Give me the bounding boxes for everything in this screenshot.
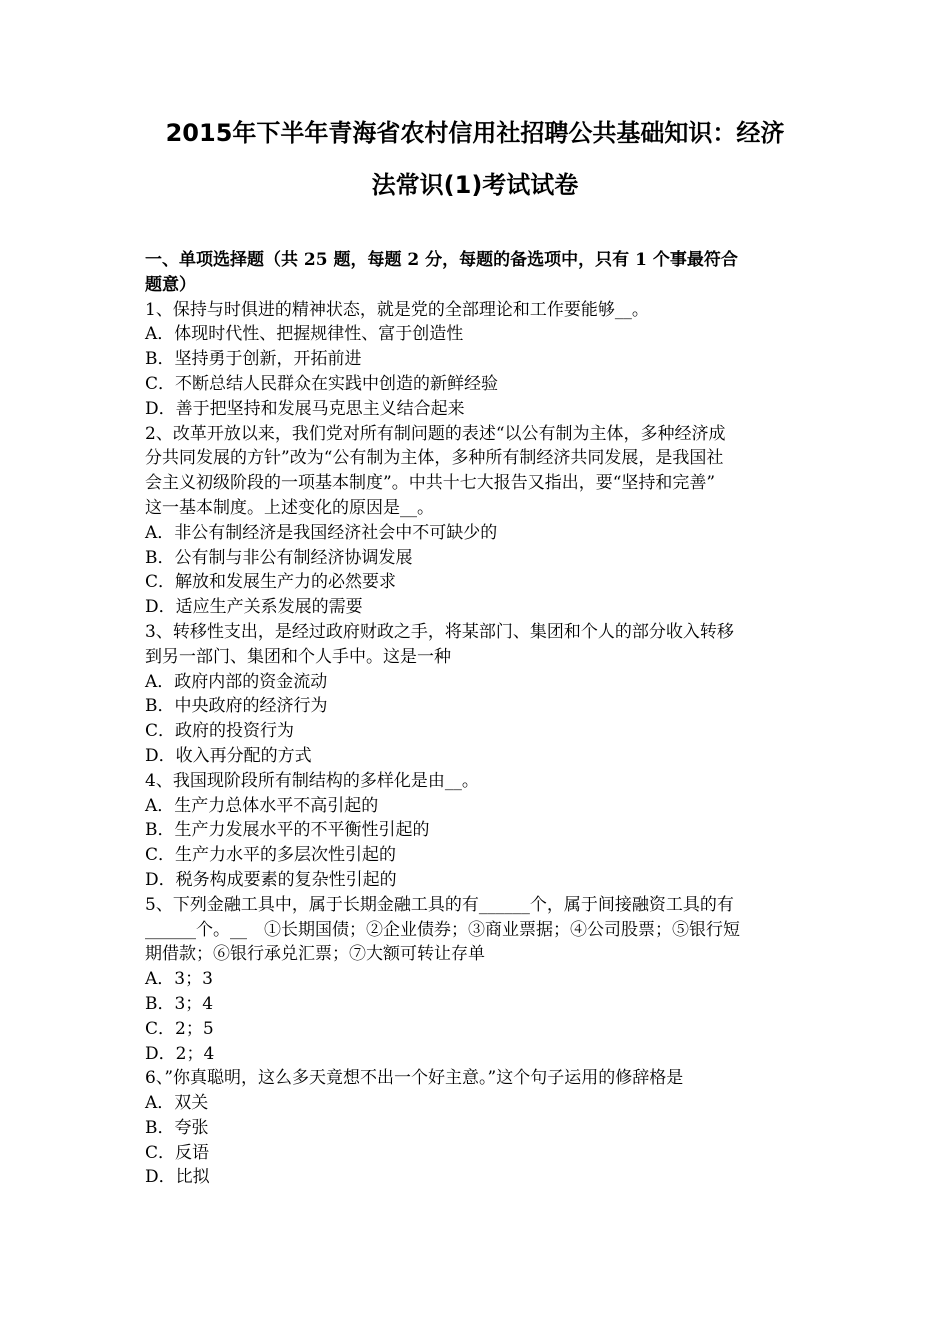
document-title-line2: 法常识(1)考试试卷 — [371, 171, 579, 199]
question-stem-line: 6、”你真聪明，这么多天竟想不出一个好主意。”这个句子运用的修辞格是 — [145, 1068, 684, 1089]
answer-option: D．善于把坚持和发展马克思主义结合起来 — [145, 398, 465, 419]
question-stem-line: 期借款；⑥银行承兑汇票；⑦大额可转让存单 — [145, 944, 485, 965]
section-heading-line2: 题意） — [145, 274, 196, 295]
question-stem-line: 2、改革开放以来，我们党对所有制问题的表述“以公有制为主体，多种经济成 — [145, 423, 726, 444]
answer-option: C．政府的投资行为 — [145, 721, 295, 742]
answer-option: B．生产力发展水平的不平衡性引起的 — [145, 820, 430, 841]
question-item — [145, 769, 810, 893]
question-stem-line: ______个。__ ①长期国债；②企业债券；③商业票据；④公司股票；⑤银行短 — [145, 919, 740, 940]
answer-option: B．夸张 — [145, 1117, 209, 1138]
answer-option: D．比拟 — [145, 1167, 210, 1188]
question-stem-line: 4、我国现阶段所有制结构的多样化是由__。 — [145, 770, 479, 791]
question-list — [145, 298, 810, 1191]
question-item — [145, 422, 810, 620]
answer-option: B．3；4 — [145, 993, 214, 1014]
question-stem-line: 到另一部门、集团和个人手中。这是一种 — [145, 646, 451, 667]
answer-option: D．适应生产关系发展的需要 — [145, 597, 363, 618]
question-item — [145, 1066, 810, 1190]
answer-option: D．税务构成要素的复杂性引起的 — [145, 869, 397, 890]
question-item — [145, 298, 810, 422]
question-stem-line: 会主义初级阶段的一项基本制度”。中共十七大报告又指出，要“坚持和完善” — [145, 473, 716, 494]
answer-option: A．政府内部的资金流动 — [145, 671, 328, 692]
answer-option: A．体现时代性、把握规律性、富于创造性 — [145, 324, 464, 345]
answer-option: B．中央政府的经济行为 — [145, 696, 328, 717]
answer-option: D．收入再分配的方式 — [145, 745, 312, 766]
answer-option: C．生产力水平的多层次性引起的 — [145, 845, 397, 866]
answer-option: B．坚持勇于创新，开拓前进 — [145, 349, 362, 370]
document-title-line1: 2015年下半年青海省农村信用社招聘公共基础知识：经济 — [165, 119, 785, 147]
answer-option: D．2；4 — [145, 1043, 215, 1064]
question-stem-line: 这一基本制度。上述变化的原因是__。 — [145, 497, 434, 518]
answer-option: A．生产力总体水平不高引起的 — [145, 795, 379, 816]
question-item — [145, 620, 810, 769]
answer-option: C．解放和发展生产力的必然要求 — [145, 572, 397, 593]
question-stem-line: 1、保持与时俱进的精神状态，就是党的全部理论和工作要能够__。 — [145, 299, 649, 320]
answer-option: C．不断总结人民群众在实践中创造的新鲜经验 — [145, 373, 499, 394]
question-stem-line: 3、转移性支出，是经过政府财政之手，将某部门、集团和个人的部分收入转移 — [145, 621, 734, 642]
answer-option: C．反语 — [145, 1142, 210, 1163]
answer-option: A．双关 — [145, 1093, 209, 1114]
answer-option: A．3；3 — [145, 969, 213, 990]
section-heading-line1: 一、单项选择题（共 25 题，每题 2 分，每题的备选项中，只有 1 个事最符合 — [145, 250, 738, 270]
question-stem-line: 分共同发展的方针”改为“公有制为主体，多种所有制经济共同发展，是我国社 — [145, 448, 724, 469]
answer-option: C．2；5 — [145, 1018, 214, 1039]
exam-content — [145, 248, 810, 1190]
answer-option: A．非公有制经济是我国经济社会中不可缺少的 — [145, 522, 498, 543]
question-item — [145, 893, 810, 1067]
question-stem-line: 5、下列金融工具中，属于长期金融工具的有______个，属于间接融资工具的有 — [145, 894, 734, 915]
answer-option: B．公有制与非公有制经济协调发展 — [145, 547, 413, 568]
